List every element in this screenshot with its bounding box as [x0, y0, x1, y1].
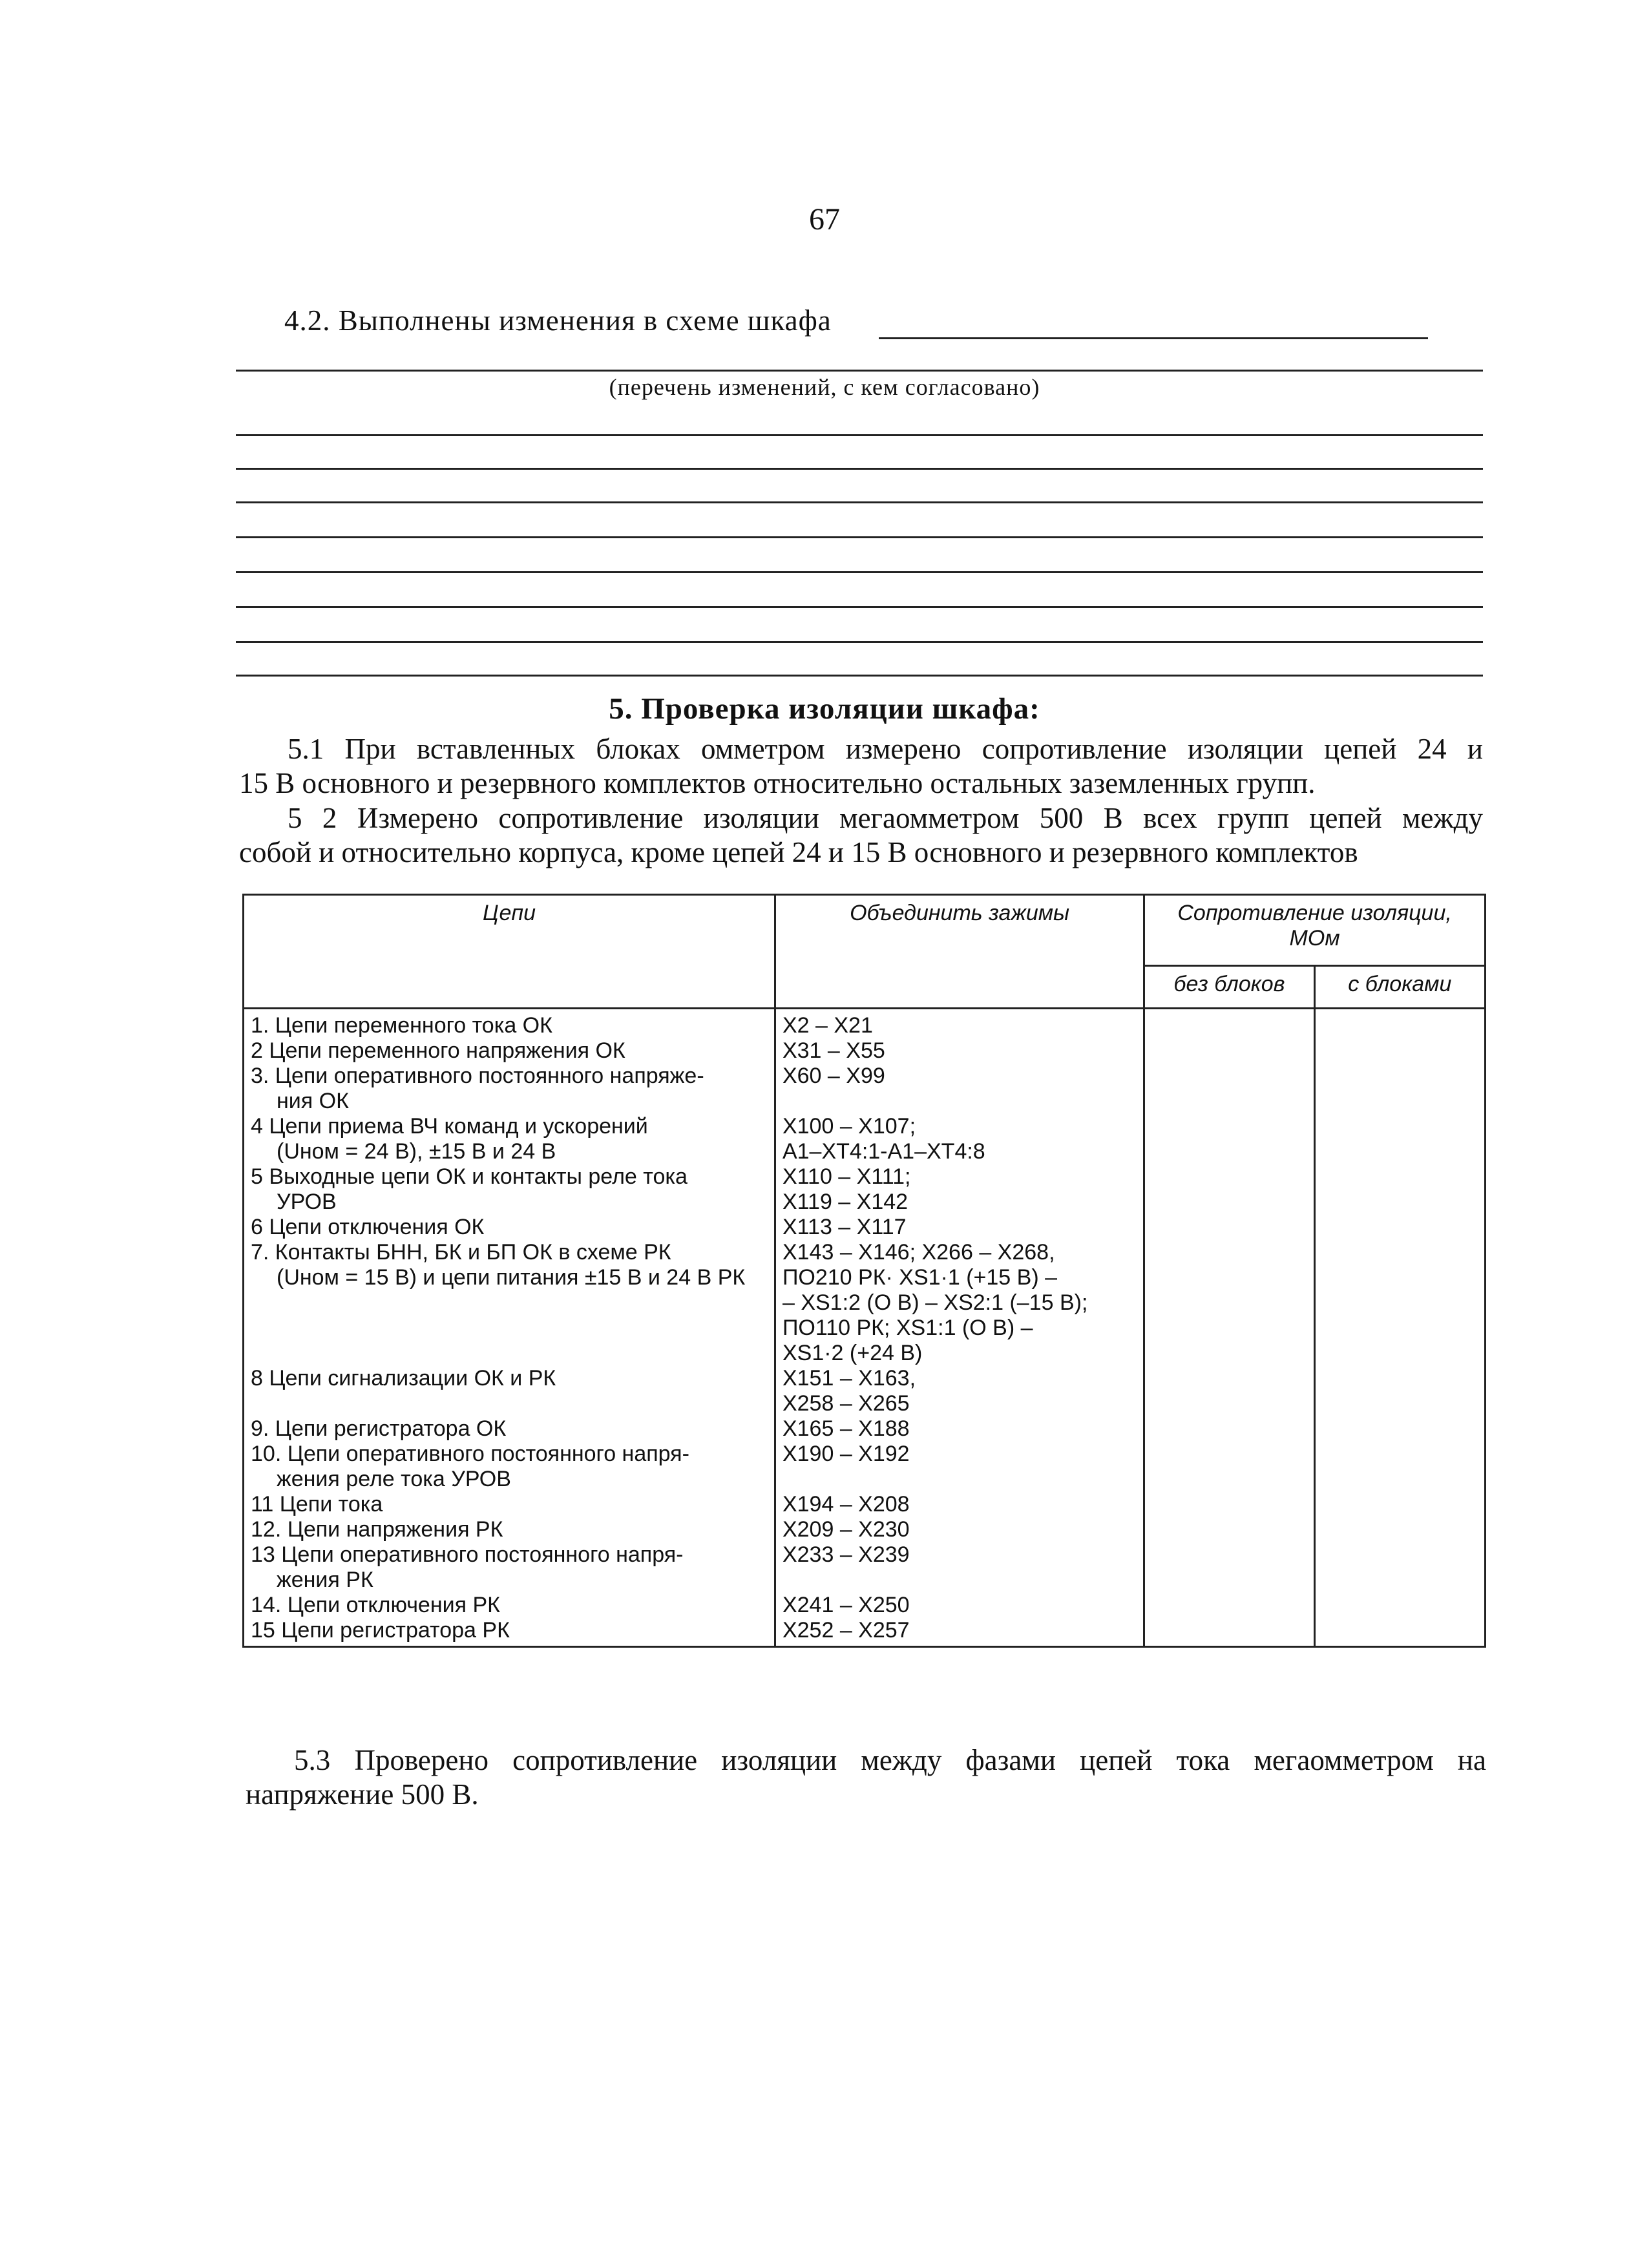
value-cell[interactable]	[1144, 1442, 1314, 1492]
circuit-name-cont: жения реле тока УРОВ	[277, 1467, 511, 1491]
terminals: X194 – X208	[782, 1492, 910, 1517]
header-resistance: Сопротивление изоляции, МОм	[1144, 895, 1486, 966]
terminals: X31 – X55	[782, 1038, 885, 1063]
header-with-blocks: с блоками	[1314, 966, 1485, 1009]
circuit-name: 10. Цепи оперативного постоянного напря-	[251, 1442, 689, 1466]
header-without-blocks: без блоков	[1144, 966, 1314, 1009]
value-cell[interactable]	[1314, 1542, 1485, 1593]
fill-in-line	[236, 675, 1483, 677]
circuit-name: 15 Цепи регистратора РК	[251, 1618, 510, 1643]
table-row	[244, 1416, 1486, 1442]
terminals-cont: X258 – X265	[782, 1391, 910, 1416]
fill-in-line	[236, 641, 1483, 643]
terminals: X110 – X111;	[782, 1164, 911, 1189]
value-cell[interactable]	[1144, 1038, 1314, 1064]
value-cell[interactable]	[1314, 1492, 1485, 1517]
value-cell[interactable]	[1144, 1593, 1314, 1618]
value-cell[interactable]	[1314, 1215, 1485, 1240]
terminals: X165 – X188	[782, 1416, 910, 1441]
value-cell[interactable]	[1144, 1164, 1314, 1215]
paragraph-5-2-line2: собой и относительно корпуса, кроме цепей 24 и 15 В основного и резервного комплектов	[239, 836, 1358, 868]
table-row	[244, 1618, 1486, 1647]
value-cell[interactable]	[1144, 1492, 1314, 1517]
value-cell[interactable]	[1144, 1542, 1314, 1593]
table-row	[244, 1064, 1486, 1114]
terminals-cont: XS1·2 (+24 В)	[782, 1341, 923, 1365]
circuit-name-cont: УРОВ	[277, 1190, 337, 1214]
circuit-name: 11 Цепи тока	[251, 1492, 383, 1517]
terminals-cont: ПО210 РК· XS1·1 (+15 В) –	[782, 1265, 1058, 1290]
circuit-name-cont: ния ОК	[277, 1089, 349, 1113]
fill-in-line	[236, 606, 1483, 608]
caption: (перечень изменений, с кем согласовано)	[609, 374, 1040, 400]
terminals: X2 – X21	[782, 1013, 873, 1038]
terminals: X252 – X257	[782, 1618, 910, 1643]
circuit-name: 2 Цепи переменного напряжения ОК	[251, 1038, 625, 1063]
terminals: X241 – X250	[782, 1593, 910, 1617]
table-row	[244, 1164, 1486, 1215]
circuit-name-cont: жения РК	[277, 1568, 373, 1592]
terminals: X113 – X117	[782, 1215, 907, 1239]
terminals-cont: A1–XT4:1-A1–XT4:8	[782, 1139, 985, 1164]
terminals-cont: ПО110 РК; XS1:1 (О В) –	[782, 1316, 1033, 1340]
fill-in-line	[879, 337, 1428, 339]
table-row	[244, 1442, 1486, 1492]
terminals: X233 – X239	[782, 1542, 910, 1567]
table-row	[244, 1215, 1486, 1240]
fill-in-line	[236, 468, 1483, 470]
table-row	[244, 1366, 1486, 1416]
fill-in-line	[236, 370, 1483, 372]
page-number: 67	[809, 202, 840, 236]
value-cell[interactable]	[1314, 1416, 1485, 1442]
value-cell[interactable]	[1314, 1164, 1485, 1215]
table-row	[244, 1240, 1486, 1366]
circuit-name: 3. Цепи оперативного постоянного напряже-	[251, 1064, 704, 1088]
circuit-name: 14. Цепи отключения РК	[251, 1593, 500, 1617]
circuit-name: 6 Цепи отключения ОК	[251, 1215, 485, 1239]
section-5-title: 5. Проверка изоляции шкафа:	[609, 692, 1040, 726]
circuit-name: 9. Цепи регистратора ОК	[251, 1416, 507, 1441]
circuit-name: 4 Цепи приема ВЧ команд и ускорений	[251, 1114, 648, 1139]
terminals: X100 – X107;	[782, 1114, 916, 1139]
header-circuits: Цепи	[244, 895, 775, 1009]
table-row	[244, 1542, 1486, 1593]
paragraph-5-2-line1: 5 2 Измерено сопротивление изоляции мегаомметром 500 В всех групп цепей между	[288, 802, 1483, 834]
insulation-table	[242, 894, 1486, 1648]
value-cell[interactable]	[1144, 1215, 1314, 1240]
terminals-cont: – XS1:2 (О В) – XS2:1 (–15 В);	[782, 1290, 1088, 1315]
value-cell[interactable]	[1314, 1064, 1485, 1114]
paragraph-5-3-line1: 5.3 Проверено сопротивление изоляции между фазами цепей тока мегаомметром на	[294, 1744, 1486, 1776]
circuit-name: 1. Цепи переменного тока ОК	[251, 1013, 552, 1038]
fill-in-line	[236, 536, 1483, 538]
circuit-name: 12. Цепи напряжения РК	[251, 1517, 503, 1542]
paragraph-5-1-line2: 15 В основного и резервного комплектов относительно остальных заземленных групп.	[239, 767, 1316, 799]
terminals: X60 – X99	[782, 1064, 885, 1088]
value-cell[interactable]	[1314, 1442, 1485, 1492]
value-cell[interactable]	[1314, 1618, 1485, 1647]
value-cell[interactable]	[1144, 1240, 1314, 1366]
value-cell[interactable]	[1144, 1618, 1314, 1647]
fill-in-line	[236, 501, 1483, 503]
table-row	[244, 1038, 1486, 1064]
circuit-name: 7. Контакты БНН, БК и БП ОК в схеме РК	[251, 1240, 671, 1265]
value-cell[interactable]	[1314, 1009, 1485, 1039]
table-row	[244, 1593, 1486, 1618]
terminals: X190 – X192	[782, 1442, 910, 1466]
paragraph-5-3-line2: напряжение 500 В.	[246, 1778, 479, 1811]
value-cell[interactable]	[1314, 1593, 1485, 1618]
value-cell[interactable]	[1314, 1038, 1485, 1064]
value-cell[interactable]	[1144, 1009, 1314, 1039]
circuit-name: 8 Цепи сигнализации ОК и РК	[251, 1366, 556, 1391]
value-cell[interactable]	[1144, 1416, 1314, 1442]
value-cell[interactable]	[1144, 1366, 1314, 1416]
value-cell[interactable]	[1144, 1064, 1314, 1114]
fill-in-line	[236, 571, 1483, 573]
value-cell[interactable]	[1314, 1114, 1485, 1164]
circuit-name: 5 Выходные цепи ОК и контакты реле тока	[251, 1164, 688, 1189]
table-row	[244, 1492, 1486, 1517]
terminals-cont: X119 – X142	[782, 1190, 909, 1214]
value-cell[interactable]	[1314, 1517, 1485, 1542]
section-4-2-text: 4.2. Выполнены изменения в схеме шкафа	[284, 304, 832, 337]
fill-in-line	[236, 434, 1483, 436]
circuit-name-cont: (Uном = 15 В) и цепи питания ±15 В и 24 В РК	[277, 1265, 746, 1290]
circuit-name: 13 Цепи оперативного постоянного напря-	[251, 1542, 684, 1567]
value-cell[interactable]	[1144, 1517, 1314, 1542]
terminals: X143 – X146; X266 – X268,	[782, 1240, 1055, 1265]
table-row	[244, 1009, 1486, 1039]
terminals: X151 – X163,	[782, 1366, 916, 1391]
table-row	[244, 1114, 1486, 1164]
value-cell[interactable]	[1314, 1240, 1485, 1366]
value-cell[interactable]	[1144, 1114, 1314, 1164]
table-row	[244, 1517, 1486, 1542]
circuit-name-cont: (Uном = 24 В), ±15 В и 24 В	[277, 1139, 556, 1164]
value-cell[interactable]	[1314, 1366, 1485, 1416]
header-terminals: Объединить зажимы	[775, 895, 1144, 1009]
paragraph-5-1-line1: 5.1 При вставленных блоках омметром измерено сопротивление изоляции цепей 24 и	[288, 733, 1483, 765]
terminals: X209 – X230	[782, 1517, 910, 1542]
